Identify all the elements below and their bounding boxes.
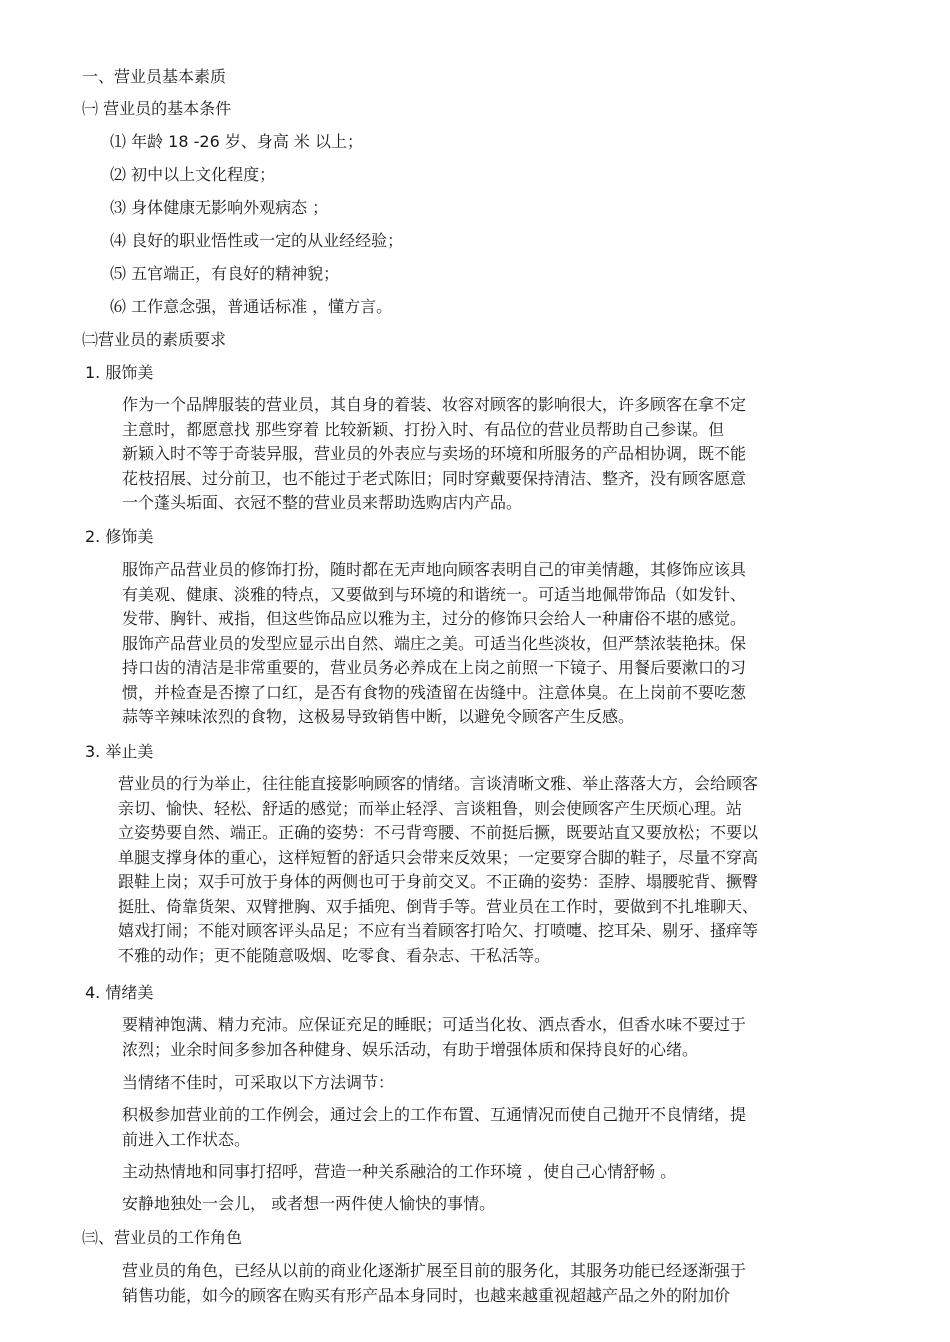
paragraph-line: 服饰产品营业员的修饰打扮，随时都在无声地向顾客表明自己的审美情趣，其修饰应该具 [122, 560, 747, 579]
paragraph-line: 营业员的角色，已经从以前的商业化逐渐扩展至目前的服务化，其服务功能已经逐渐强于 [122, 1261, 747, 1280]
paragraph-line: 单腿支撑身体的重心，这样短暂的舒适只会带来反效果；一定要穿合脚的鞋子，尽量不穿高 [118, 847, 759, 867]
paragraph-line: 营业员的行为举止，往往能直接影响顾客的情绪。言谈清晰文雅、举止落落大方，会给顾客 [118, 774, 759, 793]
paragraph-line: 不雅的动作；更不能随意吸烟、吃零食、看杂志、干私活等。 [118, 945, 551, 965]
paragraph-line: 挺肚、倚靠货架、双臂抴胸、双手插兜、倒背手等。营业员在工作时，要做到不扎堆聊天、 [118, 896, 759, 916]
paragraph-line: 前进入工作状态。 [122, 1129, 251, 1149]
paragraph-line: 亲切、愉快、轻松、舒适的感觉；而举止轻浮、言谈粗鲁，则会使顾客产生厌烦心理。站 [118, 798, 743, 818]
item-emotion-paragraph-1 [122, 1013, 822, 1062]
paragraph-line: 积极参加营业前的工作例会，通过会上的工作布置、互通情况而使自己抛开不良情绪，提 [122, 1105, 747, 1124]
paragraph-line: 有美观、健康、淡雅的特点，又要做到与环境的和谐统一。可适当地佩带饰品（如发针、 [122, 584, 747, 604]
paragraph-line: 发带、胸针、戒指，但这些饰品应以雅为主，过分的修饰只会给人一种庸俗不堪的感觉。 [122, 609, 747, 628]
paragraph-line: 作为一个品牌服装的营业员，其自身的着装、妆容对顾客的影响很大，许多顾客在拿不定 [122, 395, 747, 414]
item-grooming-title: 2. 修饰美 [85, 527, 154, 546]
paragraph-line: 花枝招展、过分前卫，也不能过于老式陈旧；同时穿戴要保持清洁、整齐，没有顾客愿意 [122, 468, 747, 488]
item-behavior-title: 3. 举止美 [85, 742, 154, 761]
item-emotion-paragraph-4: 主动热情地和同事打招呼，营造一种关系融洽的工作环境 ，使自己心情舒畅 。 [122, 1162, 677, 1181]
paragraph-line: 主意时，都愿意找 那些穿着 比较新颖、打扮入时、有品位的营业员帮助自己参谋。但 [122, 419, 725, 439]
paragraph-line: 要精神饱满、精力充沛。应保证充足的睡眠；可适当化妆、洒点香水，但香水味不要过于 [122, 1015, 747, 1034]
paragraph-line: 一个蓬头垢面、衣冠不整的营业员来帮助选购店内产品。 [122, 493, 523, 512]
item-emotion-title: 4. 情绪美 [85, 983, 154, 1002]
section-quality-requirements-title: ㈡营业员的素质要求 [82, 330, 227, 349]
paragraph-line: 服饰产品营业员的发型应显示出自然、端庄之美。可适当化些淡妆，但严禁浓装艳抹。保 [122, 633, 747, 653]
condition-item: ⑵ 初中以上文化程度； [110, 165, 276, 184]
condition-item: ⑹ 工作意念强，普通话标准 ，懂方言。 [110, 297, 393, 316]
section-work-role-title: ㈢、营业员的工作角色 [82, 1228, 243, 1247]
item-dress-title: 1. 服饰美 [85, 363, 154, 382]
heading-basic-qualities: 一、营业员基本素质 [82, 67, 227, 86]
paragraph-line: 跟鞋上岗；双手可放于身体的两侧也可于身前交叉。不正确的姿势：歪脖、塌腰驼背、撅臀 [118, 872, 759, 891]
paragraph-line: 持口齿的清洁是非常重要的，营业员务必养成在上岗之前照一下镜子、用餐后要漱口的习 [122, 658, 747, 677]
condition-item: ⑴ 年龄 18 -26 岁、身高 米 以上； [110, 132, 364, 151]
paragraph-line: 立姿势要自然、端正。正确的姿势：不弓背弯腰、不前挺后撅，既要站直又要放松；不要以 [118, 823, 759, 842]
item-dress-paragraph [122, 393, 822, 516]
paragraph-line: 惯，并检查是否擦了口红，是否有食物的残渣留在齿缝中。注意体臭。在上岗前不要吃葱 [122, 682, 747, 702]
condition-item: ⑷ 良好的职业悟性或一定的从业经经验； [110, 231, 404, 250]
paragraph-line: 浓烈；业余时间多参加各种健身、娱乐活动，有助于增强体质和保持良好的心绪。 [122, 1039, 699, 1059]
condition-item: ⑸ 五官端正，有良好的精神貌； [110, 264, 340, 283]
paragraph-line: 蒜等辛辣味浓烈的食物，这极易导致销售中断，以避免令顾客产生反感。 [122, 707, 635, 726]
section-basic-conditions-title: ㈠ 营业员的基本条件 [82, 99, 232, 118]
item-emotion-paragraph-2: 当情绪不佳时，可采取以下方法调节： [122, 1073, 395, 1092]
item-emotion-paragraph-3 [122, 1103, 822, 1152]
paragraph-line: 销售功能，如今的顾客在购买有形产品本身同时，也越来越重视超越产品之外的附加价 [122, 1285, 731, 1305]
condition-item: ⑶ 身体健康无影响外观病态 ； [110, 198, 329, 217]
section-work-role-paragraph [122, 1259, 822, 1308]
item-emotion-paragraph-5: 安静地独处一会儿， 或者想一两件使人愉快的事情。 [122, 1194, 496, 1213]
item-grooming-paragraph [122, 558, 822, 730]
paragraph-line: 嬉戏打闹；不能对顾客评头品足；不应有当着顾客打哈欠、打喷嚏、挖耳朵、剔牙、搔痒等 [118, 921, 759, 940]
item-behavior-paragraph [118, 772, 830, 968]
paragraph-line: 新颖入时不等于奇装异服，营业员的外表应与卖场的环境和所服务的产品相协调，既不能 [122, 444, 747, 463]
